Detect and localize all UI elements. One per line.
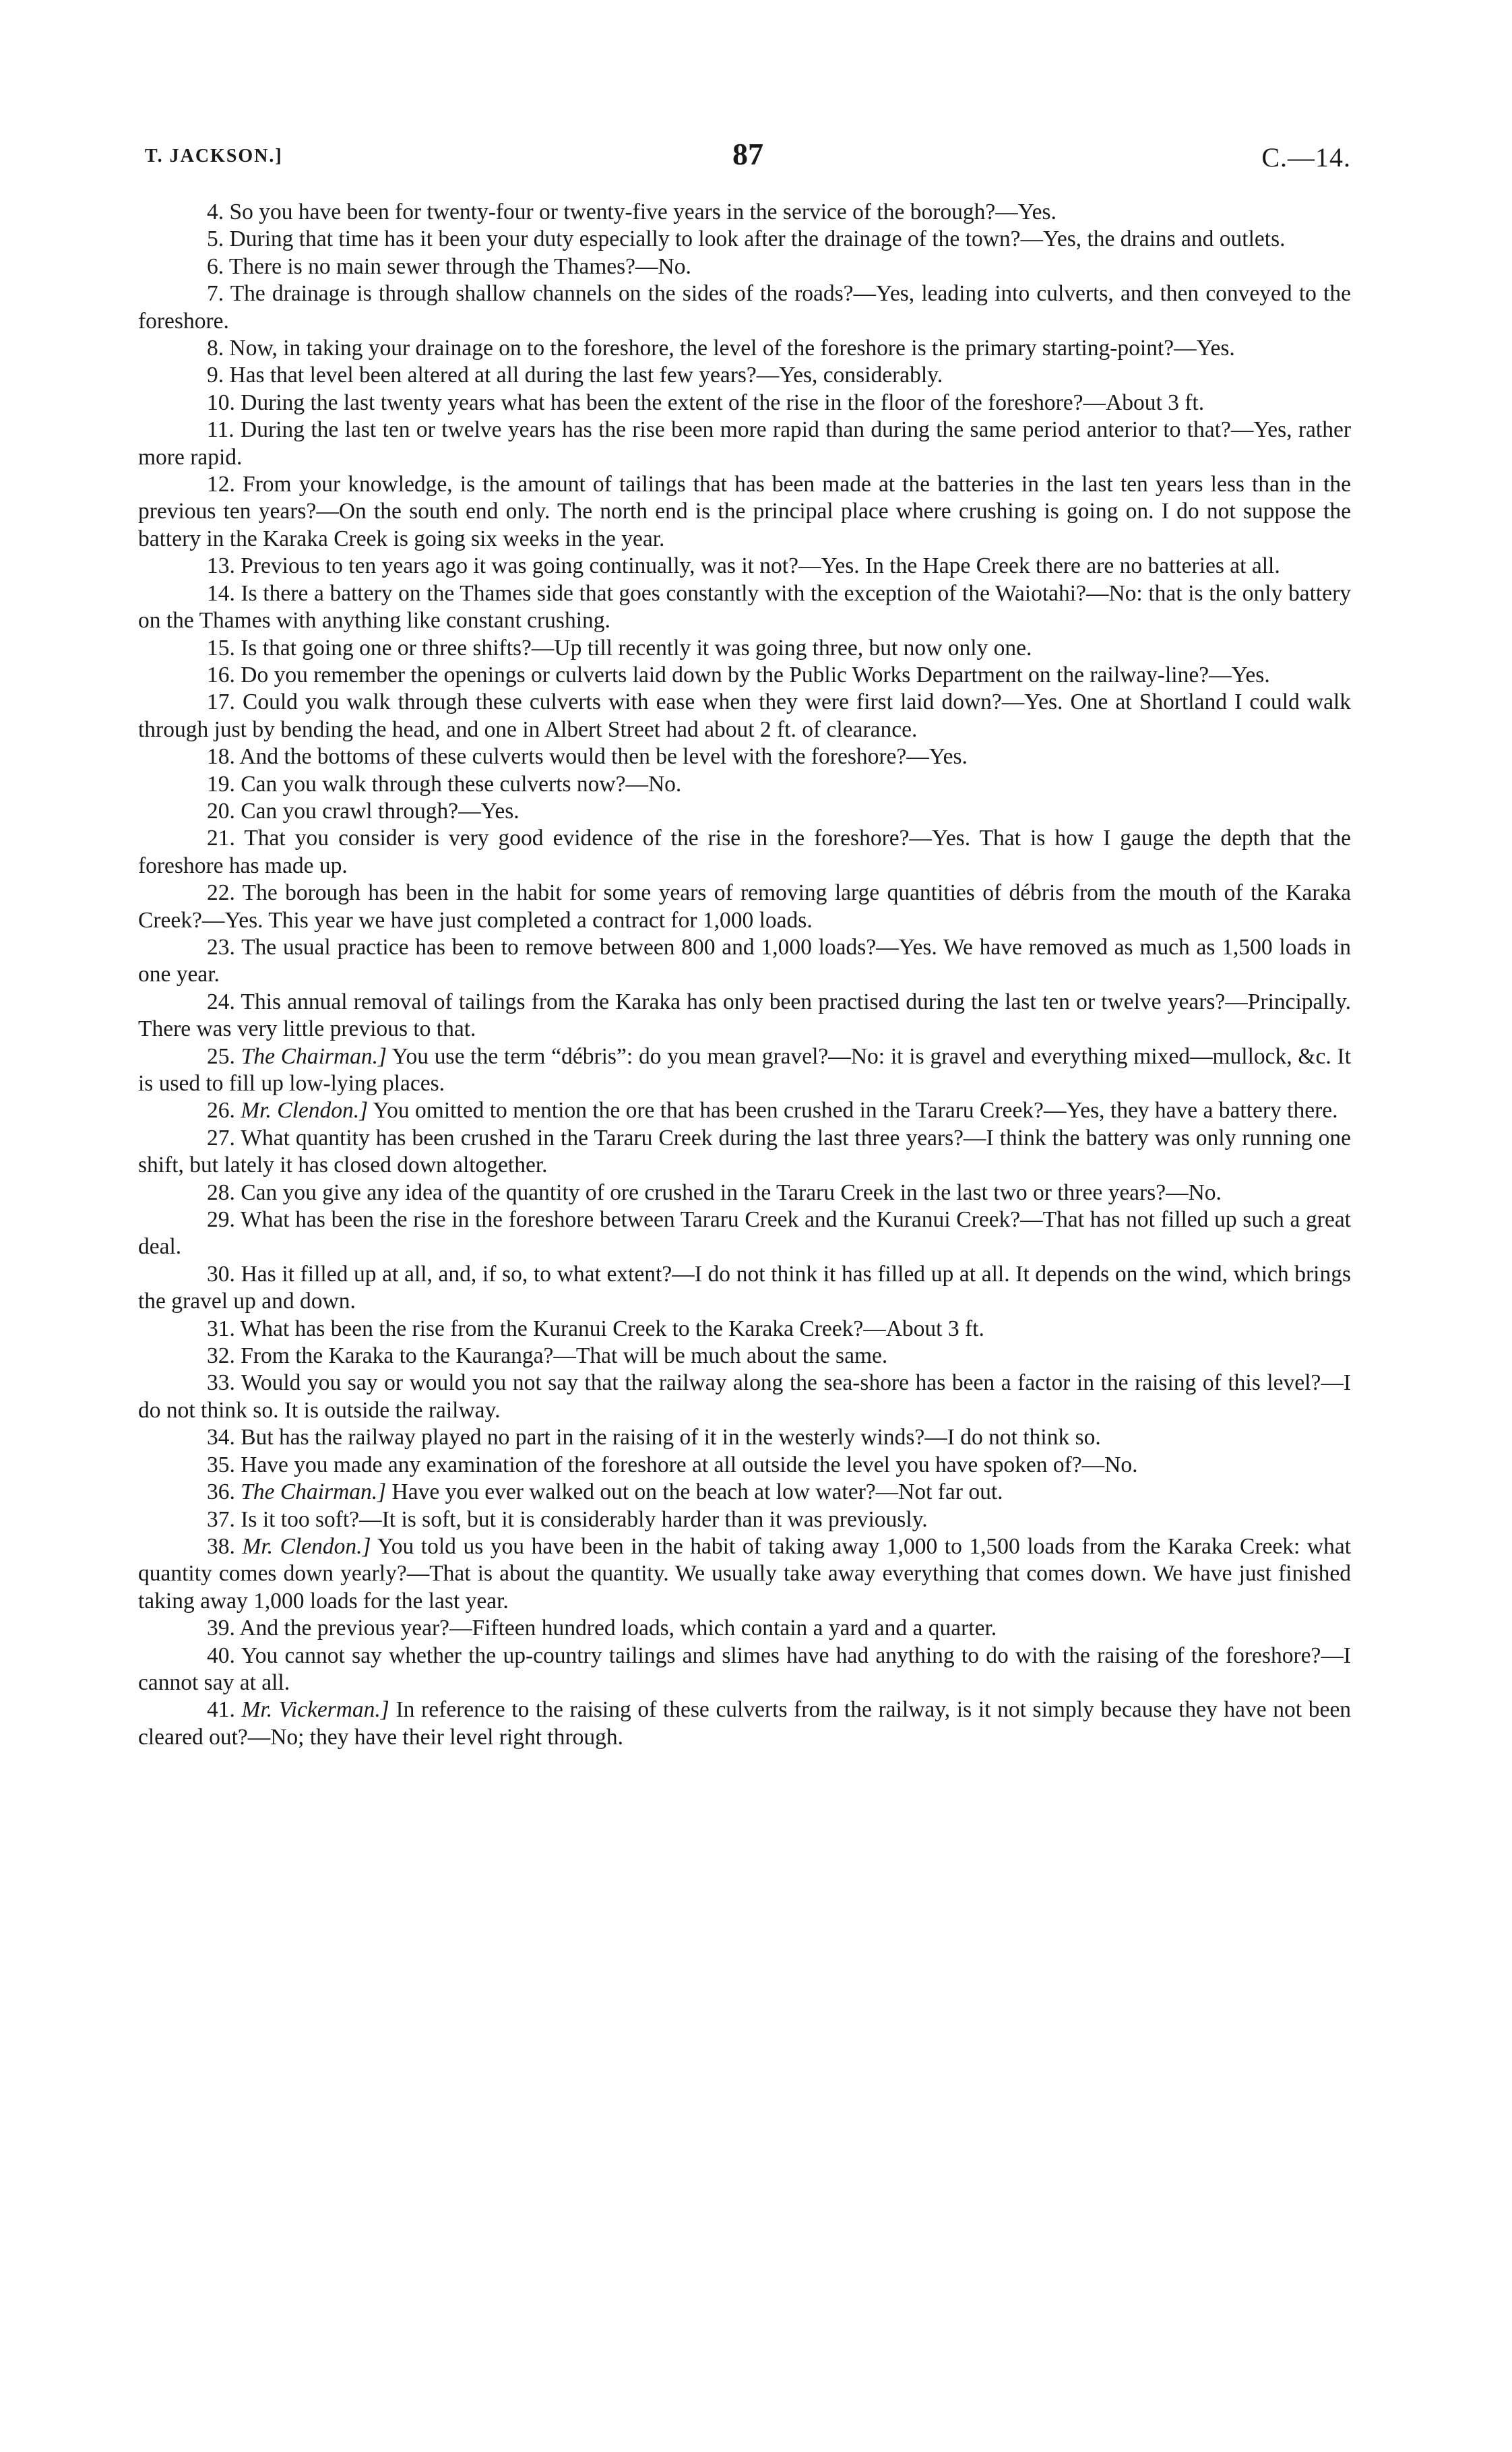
- question-answer-text: What quantity has been crushed in the Tararu Creek during the last three years?—I think the battery was only running one shift, but lately it has closed down altogether.: [138, 1125, 1351, 1178]
- question-number: 13.: [207, 553, 235, 579]
- testimony-paragraph: [138, 825, 1351, 880]
- question-number: 30.: [207, 1261, 235, 1287]
- question-answer-text: Is it too soft?—It is soft, but it is considerably harder than it was previously.: [241, 1506, 928, 1532]
- testimony-paragraph: [138, 743, 1351, 770]
- question-answer-text: So you have been for twenty-four or twenty-five years in the service of the borough?—Yes.: [229, 200, 1057, 224]
- testimony-paragraph: [138, 1370, 1351, 1424]
- question-number: 11.: [207, 417, 234, 443]
- document-code: C.—14.: [1261, 142, 1351, 173]
- testimony-paragraph: [138, 689, 1351, 743]
- testimony-paragraph: [138, 662, 1351, 689]
- question-answer-text: Could you walk through these culverts with ease when they were first laid down?—Yes. One at Shortland I could walk through just by bending the head, and one in Albert Street had about 2 ft. of clearance.: [138, 689, 1351, 742]
- testimony-paragraph: [138, 1261, 1351, 1316]
- question-answer-text: This annual removal of tailings from the Karaka has only been practised during the last ten or twelve years?—Principally. There was very little previous to that.: [138, 989, 1351, 1042]
- question-number: 14.: [207, 580, 235, 606]
- question-number: 4.: [207, 200, 224, 224]
- testimony-paragraph: [138, 253, 1351, 280]
- question-answer-text: Is that going one or three shifts?—Up till recently it was going three, but now only one.: [241, 635, 1032, 661]
- question-number: 32.: [207, 1343, 235, 1369]
- question-answer-text: Is there a battery on the Thames side that goes constantly with the exception of the Waiotahi?—No: that is the only battery on the Thames with anything like constant crushing.: [138, 580, 1352, 634]
- question-number: 24.: [207, 989, 235, 1014]
- question-number: 38.: [207, 1533, 235, 1559]
- speaker-label: The Chairman.]: [241, 1043, 387, 1069]
- testimony-paragraph: [138, 771, 1351, 798]
- question-answer-text: Can you crawl through?—Yes.: [241, 798, 519, 824]
- testimony-paragraph: [138, 1343, 1351, 1370]
- witness-name: T. JACKSON.]: [145, 146, 283, 166]
- speaker-label: The Chairman.]: [241, 1479, 387, 1505]
- question-answer-text: Has that level been altered at all during the last few years?—Yes, considerably.: [229, 363, 943, 388]
- question-answer-text: Would you say or would you not say that the railway along the sea-shore has been a factor in the raising of this level?—I do not think so. It is outside the railway.: [138, 1370, 1352, 1423]
- question-answer-text: Do you remember the openings or culverts laid down by the Public Works Department on the railway-line?—Yes.: [241, 662, 1270, 687]
- question-number: 29.: [207, 1207, 235, 1233]
- question-number: 19.: [207, 771, 235, 797]
- question-answer-text: Have you ever walked out on the beach at low water?—Not far out.: [391, 1479, 1003, 1505]
- question-number: 28.: [207, 1179, 235, 1205]
- question-answer-text: And the bottoms of these culverts would then be level with the foreshore?—Yes.: [239, 744, 968, 770]
- testimony-paragraph: [138, 1206, 1351, 1261]
- question-answer-text: During the last ten or twelve years has the rise been more rapid than during the same period anterior to that?—Yes, rather more rapid.: [138, 417, 1352, 470]
- testimony-paragraph: [138, 934, 1351, 989]
- question-answer-text: You cannot say whether the up-country tailings and slimes have had anything to do with the raising of the foreshore?—I cannot say at all.: [138, 1643, 1351, 1695]
- testimony-paragraph: [138, 1452, 1351, 1479]
- testimony-paragraph: [138, 1533, 1351, 1615]
- question-answer-text: That you consider is very good evidence of the rise in the foreshore?—Yes. That is how I gauge the depth that the foreshore has made up.: [138, 826, 1351, 878]
- testimony-paragraph: [138, 1696, 1351, 1751]
- question-number: 25.: [207, 1043, 235, 1069]
- question-number: 18.: [207, 744, 235, 770]
- testimony-paragraph: [138, 1043, 1351, 1098]
- question-answer-text: During that time has it been your duty especially to look after the drainage of the town?—Yes, the drains and outlets.: [229, 226, 1286, 252]
- question-answer-text: During the last twenty years what has been the extent of the rise in the floor of the foreshore?—About 3 ft.: [241, 390, 1205, 415]
- testimony-paragraph: [138, 880, 1351, 934]
- question-number: 26.: [207, 1098, 235, 1124]
- question-answer-text: The drainage is through shallow channels on the sides of the roads?—Yes, leading into culverts, and then conveyed to the foreshore.: [138, 281, 1351, 334]
- question-answer-text: The borough has been in the habit for some years of removing large quantities of débris from the mouth of the Karaka Creek?—Yes. This year we have just completed a contract for 1,000 loads.: [138, 880, 1351, 933]
- question-answer-text: From the Karaka to the Kauranga?—That will be much about the same.: [241, 1343, 888, 1369]
- testimony-paragraph: [138, 471, 1351, 553]
- question-answer-text: Can you give any idea of the quantity of ore crushed in the Tararu Creek in the last two or three years?—No.: [241, 1179, 1222, 1205]
- question-answer-text: You told us you have been in the habit of taking away 1,000 to 1,500 loads from the Karaka Creek: what quantity comes down yearly?—That is about the quantity. We usually take away everything that comes down. We have just finished taking away 1,000 loads for the last year.: [138, 1533, 1351, 1614]
- question-answer-text: Can you walk through these culverts now?—No.: [241, 771, 682, 797]
- testimony-paragraph: [138, 417, 1351, 471]
- question-number: 35.: [207, 1452, 235, 1477]
- question-number: 20.: [207, 798, 235, 824]
- question-number: 21.: [207, 826, 235, 851]
- testimony-paragraph: [138, 1424, 1351, 1451]
- question-number: 39.: [207, 1616, 235, 1641]
- speaker-label: Mr. Vickerman.]: [241, 1697, 389, 1723]
- question-number: 7.: [207, 281, 224, 307]
- question-number: 34.: [207, 1425, 235, 1450]
- speaker-label: Mr. Clendon.]: [242, 1533, 371, 1559]
- question-answer-text: But has the railway played no part in the raising of it in the westerly winds?—I do not think so.: [241, 1425, 1101, 1450]
- question-number: 33.: [207, 1370, 235, 1396]
- question-number: 31.: [207, 1316, 235, 1341]
- question-number: 36.: [207, 1479, 235, 1505]
- question-answer-text: And the previous year?—Fifteen hundred loads, which contain a yard and a quarter.: [239, 1616, 997, 1641]
- question-answer-text: What has been the rise from the Kuranui Creek to the Karaka Creek?—About 3 ft.: [240, 1316, 984, 1341]
- testimony-paragraph: [138, 226, 1351, 253]
- question-number: 5.: [207, 226, 224, 252]
- question-answer-text: Have you made any examination of the foreshore at all outside the level you have spoken of?—No.: [241, 1452, 1138, 1477]
- testimony-paragraph: [138, 635, 1351, 662]
- question-answer-text: In reference to the raising of these culverts from the railway, is it not simply because they have not been cleared out?—No; they have their level right through.: [138, 1697, 1351, 1750]
- question-number: 40.: [207, 1643, 235, 1668]
- question-answer-text: The usual practice has been to remove between 800 and 1,000 loads?—Yes. We have removed as much as 1,500 loads in one year.: [138, 934, 1351, 987]
- testimony-paragraph: [138, 1506, 1351, 1533]
- testimony-paragraph: [138, 362, 1351, 389]
- testimony-paragraph: [138, 280, 1351, 335]
- question-number: 12.: [207, 472, 235, 497]
- testimony-paragraph: [138, 1643, 1351, 1697]
- question-number: 9.: [207, 363, 224, 388]
- testimony-paragraph: [138, 1179, 1351, 1206]
- testimony-paragraph: [138, 580, 1351, 635]
- testimony-paragraph: [138, 390, 1351, 417]
- page-header: [145, 137, 1351, 182]
- page-number: 87: [732, 137, 763, 171]
- question-number: 27.: [207, 1125, 235, 1151]
- testimony-paragraph: [138, 1097, 1351, 1124]
- question-number: 10.: [207, 390, 235, 415]
- question-number: 37.: [207, 1506, 235, 1532]
- question-answer-text: You omitted to mention the ore that has been crushed in the Tararu Creek?—Yes, they have a battery there.: [373, 1098, 1338, 1124]
- question-number: 23.: [207, 934, 235, 960]
- question-answer-text: Previous to ten years ago it was going continually, was it not?—Yes. In the Hape Creek there are no batteries at all.: [241, 553, 1280, 579]
- testimony-paragraph: [138, 199, 1351, 226]
- question-number: 6.: [207, 253, 224, 279]
- question-answer-text: What has been the rise in the foreshore between Tararu Creek and the Kuranui Creek?—That has not filled up such a great deal.: [138, 1207, 1351, 1260]
- testimony-paragraph: [138, 798, 1351, 825]
- speaker-label: Mr. Clendon.]: [241, 1098, 369, 1124]
- testimony-paragraph: [138, 1316, 1351, 1343]
- question-answer-text: There is no main sewer through the Thames?—No.: [228, 253, 691, 279]
- testimony-paragraph: [138, 1125, 1351, 1179]
- testimony-paragraph: [138, 1615, 1351, 1642]
- testimony-paragraph: [138, 553, 1351, 580]
- question-answer-text: Now, in taking your drainage on to the foreshore, the level of the foreshore is the primary starting-point?—Yes.: [229, 336, 1235, 361]
- question-number: 8.: [207, 336, 224, 361]
- testimony-paragraph: [138, 335, 1351, 362]
- testimony-paragraph: [138, 1479, 1351, 1506]
- question-answer-text: Has it filled up at all, and, if so, to what extent?—I do not think it has filled up at all. It depends on the wind, which brings the gravel up and down.: [138, 1261, 1352, 1314]
- question-answer-text: You use the term “débris”: do you mean gravel?—No: it is gravel and everything mixed—mullock, &c. It is used to fill up low-lying places.: [138, 1043, 1352, 1096]
- question-number: 41.: [207, 1697, 235, 1723]
- testimony-body: [138, 199, 1351, 1751]
- question-number: 22.: [207, 880, 235, 906]
- question-answer-text: From your knowledge, is the amount of tailings that has been made at the batteries in the last ten years less than in the previous ten years?—On the south end only. The north end is the principal place where crushing is going on. I do not suppose the battery in the Karaka Creek is going six weeks in the year.: [138, 472, 1351, 551]
- question-number: 17.: [207, 689, 235, 715]
- testimony-paragraph: [138, 989, 1351, 1043]
- question-number: 16.: [207, 662, 235, 687]
- question-number: 15.: [207, 635, 235, 661]
